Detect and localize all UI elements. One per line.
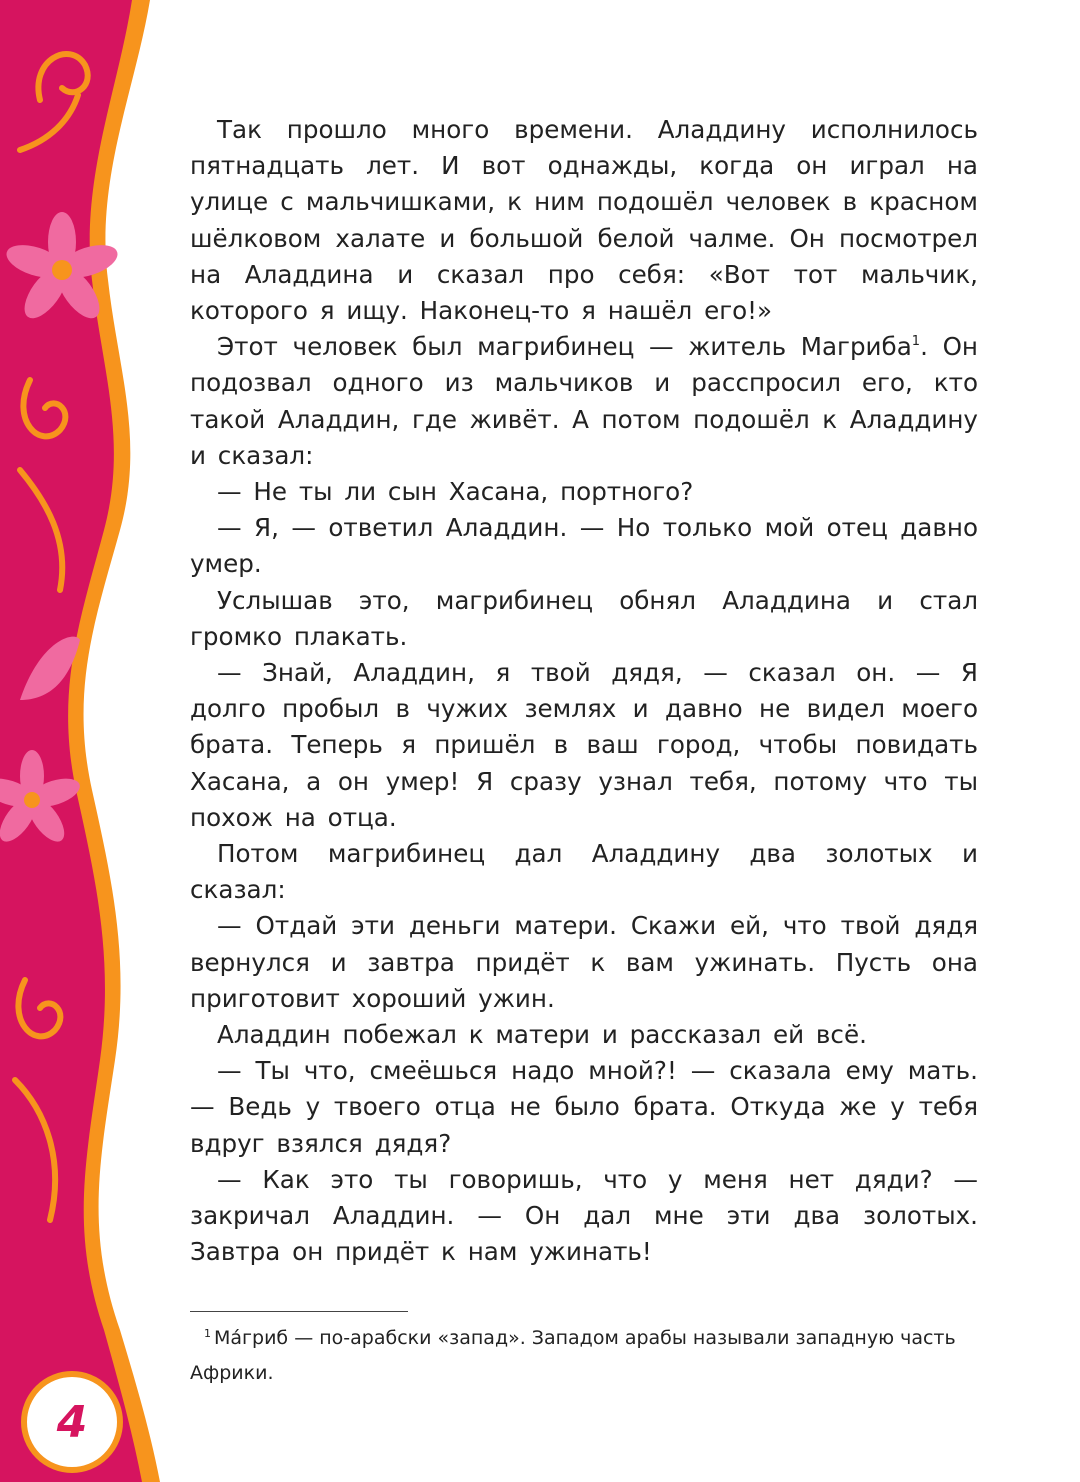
paragraph-text: . Он подозвал одного из мальчиков и расспросил его, кто такой Аладдин, где живёт. А потом подошёл к Аладдину и сказал: — [190, 332, 979, 470]
footnote-number: 1 — [204, 1327, 211, 1340]
footnote — [190, 1322, 980, 1389]
story-text — [190, 112, 978, 1271]
paragraph: Услышав это, магрибинец обнял Аладдина и стал громко плакать. — [190, 585, 978, 651]
paragraph: Так прошло много времени. Аладдину исполнилось пятнадцать лет. И вот однажды, когда он играл на улице с мальчишками, к ним подошёл человек в красном шёлковом халате и большой белой чалме. Он посмотрел на Аладдина и сказал про себя: «Вот тот мальчик, которого я ищу. Наконец-то я нашёл его!» — [190, 115, 978, 326]
paragraph: — Не ты ли сын Хасана, портного? — [217, 477, 694, 507]
footnote-text: — по-арабски «запад». Западом арабы называли западную часть Африки. — [190, 1327, 956, 1384]
footnote-term: Ма́гриб — [214, 1327, 289, 1349]
paragraph: — Ты что, смеёшься надо мной?! — сказала ему мать. — Ведь у твоего отца не было брата. Откуда же у тебя вдруг взялся дядя? — [190, 1056, 978, 1158]
paragraph-text: Этот человек был магрибинец — житель Магриба — [217, 332, 912, 362]
footnote-divider — [190, 1311, 408, 1312]
paragraph: — Я, — ответил Аладдин. — Но только мой отец давно умер. — [190, 513, 978, 579]
paragraph: — Как это ты говоришь, что у меня нет дяди? — закричал Аладдин. — Он дал мне эти два золотых. Завтра он придёт к нам ужинать! — [190, 1164, 978, 1267]
paragraph: Аладдин побежал к матери и рассказал ей всё. — [217, 1020, 867, 1050]
paragraph — [190, 329, 978, 474]
paragraph: Потом магрибинец дал Аладдину два золотых и сказал: — [190, 839, 978, 905]
page-number: 4 — [56, 1396, 88, 1448]
footnote-mark: 1 — [911, 334, 921, 350]
decorative-border — [0, 0, 170, 1482]
paragraph: — Отдай эти деньги матери. Скажи ей, что твой дядя вернулся и завтра придёт к вам ужинать. Пусть она приготовит хороший ужин. — [190, 911, 978, 1013]
paragraph: — Знай, Аладдин, я твой дядя, — сказал он. — Я долго пробыл в чужих землях и давно не видел моего брата. Теперь я пришёл в ваш город, чтобы повидать Хасана, а он умер! Я сразу узнал тебя, потому что ты похож на отца. — [190, 658, 978, 832]
